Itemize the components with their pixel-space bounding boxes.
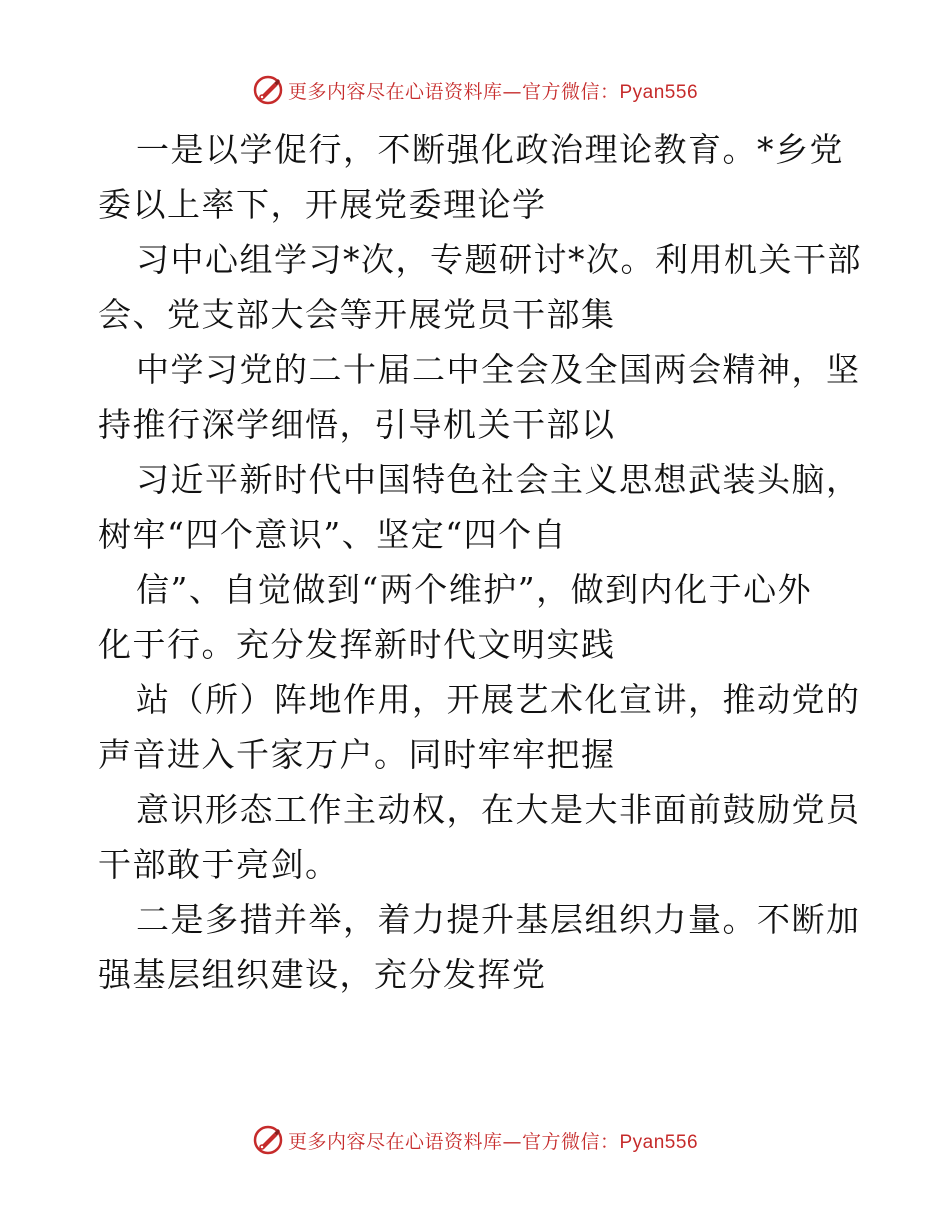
banner-wechat-id: Pyan556 bbox=[619, 81, 699, 103]
text-line: 信”、自觉做到“两个维护”，做到内化于心外 bbox=[136, 570, 813, 609]
header-watermark bbox=[0, 70, 950, 110]
text-line: 中学习党的二十届二中全会及全国两会精神，坚 bbox=[136, 350, 861, 389]
banner-text: 更多内容尽在心语资料库—官方微信： bbox=[287, 80, 620, 103]
text-line: 委以上率下，开展党委理论学 bbox=[98, 185, 547, 224]
text-line: 持推行深学细悟，引导机关干部以 bbox=[98, 405, 616, 444]
text-line: 习中心组学习*次，专题研讨*次。利用机关干部 bbox=[136, 240, 862, 279]
text-line: 站（所）阵地作用，开展艺术化宣讲，推动党的 bbox=[136, 680, 861, 719]
text-line: 树牢“四个意识”、坚定“四个自 bbox=[98, 515, 568, 554]
brand-logo-icon bbox=[252, 74, 284, 106]
footer-watermark bbox=[0, 1120, 950, 1160]
banner-wechat-id: Pyan556 bbox=[619, 1131, 699, 1153]
document-body bbox=[98, 122, 862, 1002]
text-line: 干部敢于亮剑。 bbox=[98, 845, 340, 884]
text-line: 声音进入千家万户。同时牢牢把握 bbox=[98, 735, 616, 774]
text-line: 二是多措并举，着力提升基层组织力量。不断加 bbox=[136, 900, 861, 939]
banner-text: 更多内容尽在心语资料库—官方微信： bbox=[287, 1130, 620, 1153]
text-line: 意识形态工作主动权，在大是大非面前鼓励党员 bbox=[136, 790, 861, 829]
text-line: 习近平新时代中国特色社会主义思想武装头脑， bbox=[136, 460, 861, 499]
text-line: 会、党支部大会等开展党员干部集 bbox=[98, 295, 616, 334]
text-line: 强基层组织建设，充分发挥党 bbox=[98, 955, 547, 994]
text-line: 一是以学促行，不断强化政治理论教育。*乡党 bbox=[136, 130, 844, 169]
brand-logo-icon bbox=[252, 1124, 284, 1156]
text-line: 化于行。充分发挥新时代文明实践 bbox=[98, 625, 616, 664]
